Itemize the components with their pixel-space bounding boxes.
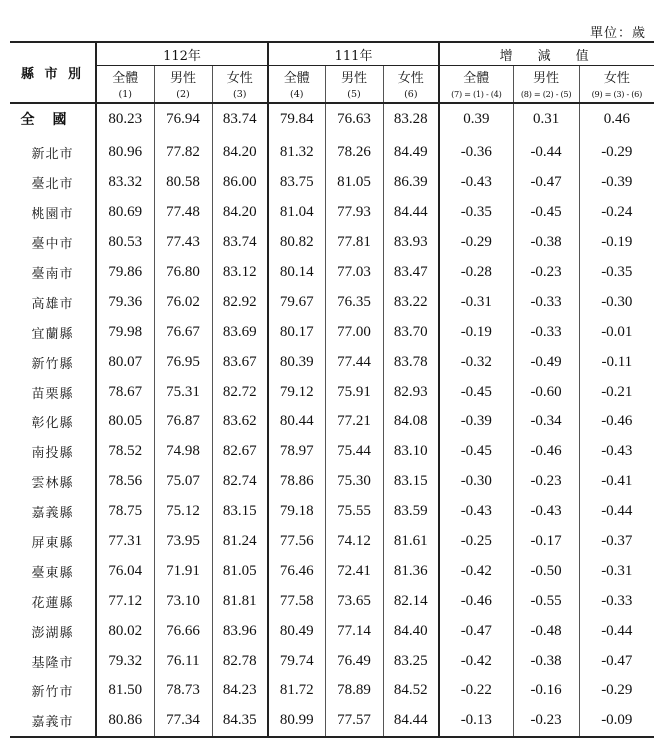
value-cell: -0.13 [439, 706, 513, 737]
value-cell: -0.50 [513, 556, 579, 586]
table-row [10, 706, 654, 737]
value-cell: -0.38 [513, 646, 579, 676]
value-cell: 80.69 [96, 198, 154, 228]
value-cell: 79.84 [268, 103, 325, 134]
value-cell: -0.33 [513, 287, 579, 317]
value-cell: 83.67 [212, 347, 268, 377]
value-cell: 82.72 [212, 377, 268, 407]
value-cell: 80.05 [96, 407, 154, 437]
value-cell: 77.48 [154, 198, 212, 228]
value-cell: 76.94 [154, 103, 212, 134]
city-name: 新北市 [31, 147, 74, 163]
value-cell: -0.31 [579, 556, 654, 586]
city-name: 全國 [20, 112, 85, 128]
value-cell: 83.70 [383, 317, 439, 347]
table-body [10, 103, 654, 737]
group-111-header: 111年 [268, 42, 439, 66]
col-header-code: (4) [268, 86, 325, 103]
value-cell: 82.14 [383, 586, 439, 616]
value-cell: 83.15 [212, 497, 268, 527]
value-cell: 83.93 [383, 228, 439, 258]
value-cell: -0.35 [439, 198, 513, 228]
value-cell: 82.92 [212, 287, 268, 317]
city-name: 臺東縣 [31, 565, 74, 581]
table-row [10, 287, 654, 317]
value-cell: -0.23 [513, 706, 579, 737]
value-cell: 84.44 [383, 706, 439, 737]
value-cell: 80.53 [96, 228, 154, 258]
value-cell: 83.47 [383, 258, 439, 288]
value-cell: -0.25 [439, 527, 513, 557]
value-cell: -0.43 [439, 168, 513, 198]
value-cell: 84.49 [383, 138, 439, 168]
value-cell: 79.98 [96, 317, 154, 347]
value-cell: 75.55 [325, 497, 383, 527]
value-cell: 81.72 [268, 676, 325, 706]
city-name: 屏東縣 [31, 536, 74, 552]
table-row [10, 168, 654, 198]
value-cell: 76.80 [154, 258, 212, 288]
value-cell: -0.32 [439, 347, 513, 377]
value-cell: -0.46 [579, 407, 654, 437]
table-row [10, 347, 654, 377]
table-row [10, 228, 654, 258]
value-cell: 83.32 [96, 168, 154, 198]
group-112-header: 112年 [96, 42, 268, 66]
value-cell: 76.02 [154, 287, 212, 317]
col-header-code: (6) [383, 86, 439, 103]
value-cell: -0.45 [439, 437, 513, 467]
value-cell: 72.41 [325, 556, 383, 586]
header-name-row [10, 66, 654, 87]
value-cell: 81.04 [268, 198, 325, 228]
value-cell: 80.07 [96, 347, 154, 377]
header-code-row [10, 86, 654, 103]
col-header-name: 全體 [96, 66, 154, 87]
value-cell: -0.33 [513, 317, 579, 347]
col-header-name: 女性 [212, 66, 268, 87]
value-cell: 80.23 [96, 103, 154, 134]
value-cell: 77.57 [325, 706, 383, 737]
value-cell: 77.03 [325, 258, 383, 288]
value-cell: 78.56 [96, 467, 154, 497]
value-cell: 78.73 [154, 676, 212, 706]
value-cell: 78.67 [96, 377, 154, 407]
value-cell: 76.95 [154, 347, 212, 377]
value-cell: 83.75 [268, 168, 325, 198]
value-cell: -0.30 [439, 467, 513, 497]
value-cell: 80.58 [154, 168, 212, 198]
value-cell: 76.35 [325, 287, 383, 317]
value-cell: 77.00 [325, 317, 383, 347]
value-cell: 84.20 [212, 138, 268, 168]
value-cell: 76.11 [154, 646, 212, 676]
value-cell: 73.65 [325, 586, 383, 616]
value-cell: 77.14 [325, 616, 383, 646]
value-cell: 80.86 [96, 706, 154, 737]
city-name: 臺中市 [31, 237, 74, 253]
value-cell: -0.29 [579, 138, 654, 168]
value-cell: 79.36 [96, 287, 154, 317]
row-label-header: 縣 市 別 [10, 42, 96, 103]
value-cell: -0.47 [439, 616, 513, 646]
header-group-row [10, 42, 654, 66]
value-cell: 83.74 [212, 103, 268, 134]
value-cell: -0.17 [513, 527, 579, 557]
city-name: 苗栗縣 [31, 386, 74, 402]
value-cell: -0.47 [513, 168, 579, 198]
value-cell: 74.98 [154, 437, 212, 467]
value-cell: -0.44 [579, 497, 654, 527]
col-header-name: 全體 [439, 66, 513, 87]
value-cell: 82.78 [212, 646, 268, 676]
city-name: 南投縣 [31, 446, 74, 462]
value-cell: 80.02 [96, 616, 154, 646]
value-cell: 79.67 [268, 287, 325, 317]
table-row [10, 258, 654, 288]
value-cell: -0.55 [513, 586, 579, 616]
value-cell: 83.15 [383, 467, 439, 497]
value-cell: -0.09 [579, 706, 654, 737]
value-cell: 86.39 [383, 168, 439, 198]
city-name: 澎湖縣 [31, 625, 74, 641]
value-cell: 83.28 [383, 103, 439, 134]
value-cell: -0.21 [579, 377, 654, 407]
value-cell: 81.24 [212, 527, 268, 557]
table-row [10, 377, 654, 407]
value-cell: 76.46 [268, 556, 325, 586]
value-cell: 75.12 [154, 497, 212, 527]
value-cell: 77.34 [154, 706, 212, 737]
value-cell: 77.43 [154, 228, 212, 258]
city-name: 宜蘭縣 [31, 326, 74, 342]
value-cell: 77.56 [268, 527, 325, 557]
value-cell: 77.12 [96, 586, 154, 616]
value-cell: 77.58 [268, 586, 325, 616]
city-name: 嘉義縣 [31, 506, 74, 522]
value-cell: -0.46 [439, 586, 513, 616]
value-cell: 80.44 [268, 407, 325, 437]
value-cell: 83.12 [212, 258, 268, 288]
value-cell: 81.05 [212, 556, 268, 586]
value-cell: -0.45 [439, 377, 513, 407]
value-cell: -0.41 [579, 467, 654, 497]
table-row [10, 467, 654, 497]
value-cell: 0.31 [513, 103, 579, 134]
table-row [10, 407, 654, 437]
value-cell: 84.35 [212, 706, 268, 737]
value-cell: 78.75 [96, 497, 154, 527]
col-header-name: 女性 [579, 66, 654, 87]
value-cell: 78.26 [325, 138, 383, 168]
value-cell: 82.74 [212, 467, 268, 497]
value-cell: -0.47 [579, 646, 654, 676]
value-cell: -0.38 [513, 228, 579, 258]
value-cell: -0.35 [579, 258, 654, 288]
city-name: 彰化縣 [31, 416, 74, 432]
value-cell: -0.42 [439, 556, 513, 586]
value-cell: -0.19 [439, 317, 513, 347]
value-cell: -0.33 [579, 586, 654, 616]
value-cell: -0.22 [439, 676, 513, 706]
city-name: 新竹縣 [31, 356, 74, 372]
table-row [10, 586, 654, 616]
city-name: 臺北市 [31, 177, 74, 193]
value-cell: 80.14 [268, 258, 325, 288]
value-cell: -0.48 [513, 616, 579, 646]
value-cell: 81.05 [325, 168, 383, 198]
value-cell: 83.78 [383, 347, 439, 377]
value-cell: 76.49 [325, 646, 383, 676]
value-cell: 77.44 [325, 347, 383, 377]
value-cell: 76.66 [154, 616, 212, 646]
value-cell: -0.60 [513, 377, 579, 407]
value-cell: 86.00 [212, 168, 268, 198]
col-header-code: (9) = (3) - (6) [579, 86, 654, 103]
value-cell: 0.39 [439, 103, 513, 134]
value-cell: 84.23 [212, 676, 268, 706]
value-cell: 80.99 [268, 706, 325, 737]
value-cell: -0.16 [513, 676, 579, 706]
value-cell: 83.22 [383, 287, 439, 317]
value-cell: 83.25 [383, 646, 439, 676]
value-cell: -0.43 [439, 497, 513, 527]
value-cell: 84.44 [383, 198, 439, 228]
value-cell: 76.04 [96, 556, 154, 586]
value-cell: 80.96 [96, 138, 154, 168]
value-cell: 84.52 [383, 676, 439, 706]
value-cell: -0.43 [513, 497, 579, 527]
value-cell: 80.49 [268, 616, 325, 646]
value-cell: 79.12 [268, 377, 325, 407]
value-cell: 80.39 [268, 347, 325, 377]
value-cell: 77.82 [154, 138, 212, 168]
value-cell: -0.39 [579, 168, 654, 198]
national-row [10, 103, 654, 134]
value-cell: -0.42 [439, 646, 513, 676]
value-cell: -0.29 [439, 228, 513, 258]
col-header-name: 男性 [325, 66, 383, 87]
table-row [10, 497, 654, 527]
value-cell: 83.59 [383, 497, 439, 527]
value-cell: -0.23 [513, 467, 579, 497]
value-cell: -0.31 [439, 287, 513, 317]
table-row [10, 198, 654, 228]
value-cell: 82.93 [383, 377, 439, 407]
value-cell: -0.34 [513, 407, 579, 437]
value-cell: -0.01 [579, 317, 654, 347]
value-cell: -0.36 [439, 138, 513, 168]
value-cell: 75.31 [154, 377, 212, 407]
value-cell: 81.50 [96, 676, 154, 706]
value-cell: 77.81 [325, 228, 383, 258]
city-name: 桃園市 [31, 207, 74, 223]
value-cell: 81.81 [212, 586, 268, 616]
value-cell: 0.46 [579, 103, 654, 134]
value-cell: -0.37 [579, 527, 654, 557]
col-header-code: (5) [325, 86, 383, 103]
value-cell: 73.95 [154, 527, 212, 557]
city-name: 基隆市 [31, 655, 74, 671]
col-header-code: (7) = (1) - (4) [439, 86, 513, 103]
value-cell: -0.28 [439, 258, 513, 288]
value-cell: 78.86 [268, 467, 325, 497]
table-row [10, 646, 654, 676]
value-cell: -0.45 [513, 198, 579, 228]
table-row [10, 527, 654, 557]
value-cell: 80.17 [268, 317, 325, 347]
value-cell: 80.82 [268, 228, 325, 258]
value-cell: 77.21 [325, 407, 383, 437]
value-cell: 76.67 [154, 317, 212, 347]
value-cell: -0.11 [579, 347, 654, 377]
table-row [10, 437, 654, 467]
city-name: 雲林縣 [31, 476, 74, 492]
value-cell: 75.44 [325, 437, 383, 467]
group-diff-header: 增 減 值 [439, 42, 654, 66]
value-cell: 75.91 [325, 377, 383, 407]
col-header-name: 男性 [513, 66, 579, 87]
value-cell: 71.91 [154, 556, 212, 586]
value-cell: 83.69 [212, 317, 268, 347]
col-header-code: (1) [96, 86, 154, 103]
city-name: 高雄市 [31, 296, 74, 312]
value-cell: 74.12 [325, 527, 383, 557]
value-cell: -0.30 [579, 287, 654, 317]
city-name: 新竹市 [31, 685, 74, 701]
value-cell: -0.29 [579, 676, 654, 706]
value-cell: 82.67 [212, 437, 268, 467]
city-name: 花蓮縣 [31, 595, 74, 611]
table-row [10, 676, 654, 706]
value-cell: 83.10 [383, 437, 439, 467]
value-cell: -0.23 [513, 258, 579, 288]
value-cell: 83.62 [212, 407, 268, 437]
value-cell: -0.39 [439, 407, 513, 437]
value-cell: 76.63 [325, 103, 383, 134]
col-header-code: (3) [212, 86, 268, 103]
value-cell: -0.49 [513, 347, 579, 377]
value-cell: -0.43 [579, 437, 654, 467]
value-cell: -0.44 [513, 138, 579, 168]
value-cell: 84.08 [383, 407, 439, 437]
value-cell: 75.07 [154, 467, 212, 497]
col-header-name: 全體 [268, 66, 325, 87]
value-cell: 78.97 [268, 437, 325, 467]
value-cell: 84.40 [383, 616, 439, 646]
value-cell: 75.30 [325, 467, 383, 497]
value-cell: 81.32 [268, 138, 325, 168]
value-cell: 78.89 [325, 676, 383, 706]
value-cell: -0.24 [579, 198, 654, 228]
value-cell: 81.61 [383, 527, 439, 557]
table-row [10, 138, 654, 168]
value-cell: 76.87 [154, 407, 212, 437]
col-header-code: (2) [154, 86, 212, 103]
value-cell: -0.44 [579, 616, 654, 646]
col-header-name: 女性 [383, 66, 439, 87]
city-name: 嘉義市 [10, 706, 96, 737]
value-cell: 77.93 [325, 198, 383, 228]
col-header-code: (8) = (2) - (5) [513, 86, 579, 103]
value-cell: 77.31 [96, 527, 154, 557]
value-cell: 79.32 [96, 646, 154, 676]
table-row [10, 556, 654, 586]
city-name: 臺南市 [31, 267, 74, 282]
table-row [10, 616, 654, 646]
value-cell: 83.74 [212, 228, 268, 258]
unit-label: 單位：歲 [589, 26, 646, 41]
value-cell: 84.20 [212, 198, 268, 228]
value-cell: -0.19 [579, 228, 654, 258]
value-cell: 78.52 [96, 437, 154, 467]
value-cell: -0.46 [513, 437, 579, 467]
value-cell: 79.86 [96, 258, 154, 288]
value-cell: 79.18 [268, 497, 325, 527]
table-row [10, 317, 654, 347]
value-cell: 79.74 [268, 646, 325, 676]
col-header-name: 男性 [154, 66, 212, 87]
value-cell: 83.96 [212, 616, 268, 646]
value-cell: 73.10 [154, 586, 212, 616]
life-expectancy-table [10, 41, 654, 738]
value-cell: 81.36 [383, 556, 439, 586]
